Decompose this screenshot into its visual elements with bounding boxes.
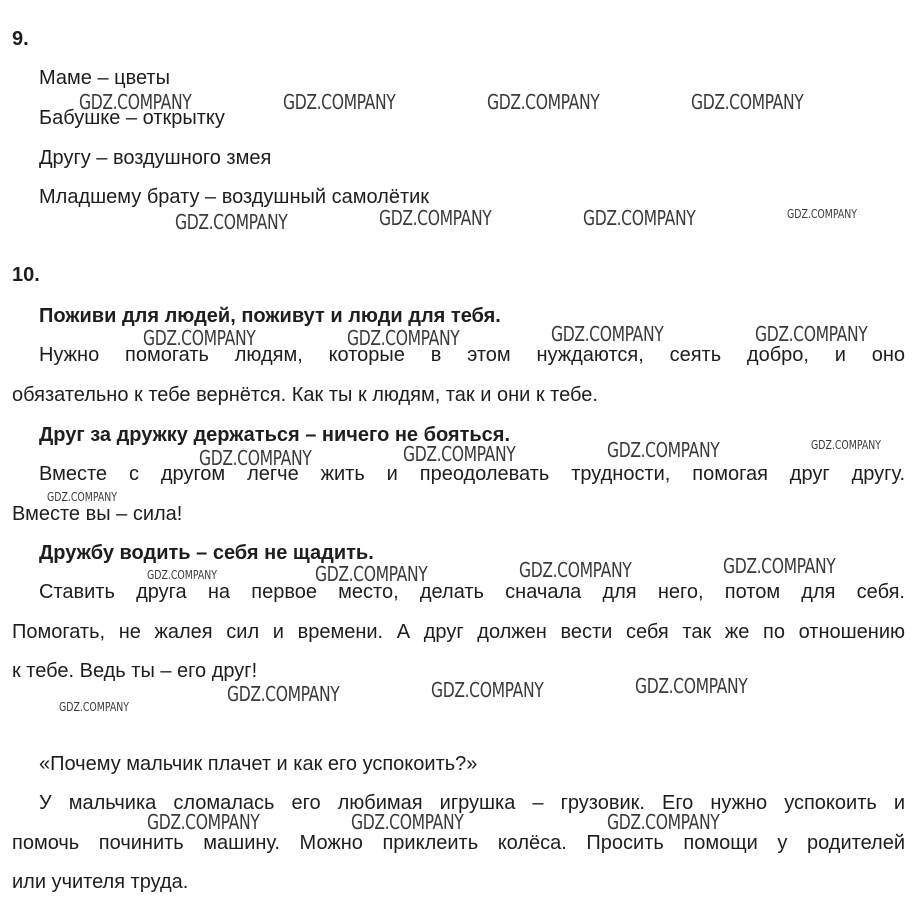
paragraph-4-line-2: помочь починить машину. Можно приклеить колёса. Просить помощи у родителей (12, 832, 905, 854)
watermark: GDZ.COMPANY (403, 442, 516, 466)
watermark: GDZ.COMPANY (787, 207, 858, 221)
question-title: «Почему мальчик плачет и как его успокоить?» (39, 753, 478, 775)
watermark: GDZ.COMPANY (143, 326, 256, 350)
task-10-number: 10. (12, 264, 40, 286)
watermark: GDZ.COMPANY (283, 90, 396, 114)
paragraph-3-line-2: Помогать, не жалея сил и времени. А друг должен вести себя так же по отношению (12, 621, 905, 643)
paragraph-2-line-1: Вместе с другом легче жить и преодолевать трудности, помогая друг другу. (39, 463, 905, 485)
proverb-2: Друг за дружку держаться – ничего не бояться. (39, 424, 511, 446)
watermark: GDZ.COMPANY (227, 682, 340, 706)
task-9-line-3: Другу – воздушного змея (39, 147, 272, 169)
watermark: GDZ.COMPANY (487, 90, 600, 114)
watermark: GDZ.COMPANY (755, 322, 868, 346)
watermark: GDZ.COMPANY (723, 554, 836, 578)
watermark: GDZ.COMPANY (59, 700, 130, 714)
watermark: GDZ.COMPANY (691, 90, 804, 114)
watermark: GDZ.COMPANY (519, 558, 632, 582)
task-9-line-1: Маме – цветы (39, 67, 170, 89)
proverb-3: Дружбу водить – себя не щадить. (39, 542, 374, 564)
watermark: GDZ.COMPANY (79, 90, 192, 114)
paragraph-4-line-1: У мальчика сломалась его любимая игрушка – грузовик. Его нужно успокоить и (39, 792, 905, 814)
paragraph-3-line-3: к тебе. Ведь ты – его друг! (12, 660, 258, 682)
paragraph-1-line-2: обязательно к тебе вернётся. Как ты к людям, так и они к тебе. (12, 384, 598, 406)
task-9-number: 9. (12, 28, 29, 50)
watermark: GDZ.COMPANY (47, 490, 118, 504)
watermark: GDZ.COMPANY (635, 674, 748, 698)
watermark: GDZ.COMPANY (607, 438, 720, 462)
watermark: GDZ.COMPANY (347, 326, 460, 350)
watermark: GDZ.COMPANY (147, 568, 218, 582)
watermark: GDZ.COMPANY (607, 810, 720, 834)
paragraph-2-line-2: Вместе вы – сила! (12, 503, 183, 525)
watermark: GDZ.COMPANY (147, 810, 260, 834)
watermark: GDZ.COMPANY (583, 206, 696, 230)
paragraph-3-line-1: Ставить друга на первое место, делать сначала для него, потом для себя. (39, 581, 905, 603)
paragraph-1-line-1: Нужно помогать людям, которые в этом нуждаются, сеять добро, и оно (39, 344, 905, 366)
paragraph-4-line-3: или учителя труда. (12, 871, 189, 893)
task-9-line-4: Младшему брату – воздушный самолётик (39, 186, 430, 208)
proverb-1: Поживи для людей, поживут и люди для тебя. (39, 305, 501, 327)
watermark: GDZ.COMPANY (351, 810, 464, 834)
watermark: GDZ.COMPANY (431, 678, 544, 702)
watermark: GDZ.COMPANY (551, 322, 664, 346)
watermark: GDZ.COMPANY (199, 446, 312, 470)
watermark: GDZ.COMPANY (175, 210, 288, 234)
watermark: GDZ.COMPANY (315, 562, 428, 586)
watermark: GDZ.COMPANY (811, 438, 882, 452)
watermark: GDZ.COMPANY (379, 206, 492, 230)
task-9-line-2: Бабушке – открытку (39, 107, 225, 129)
